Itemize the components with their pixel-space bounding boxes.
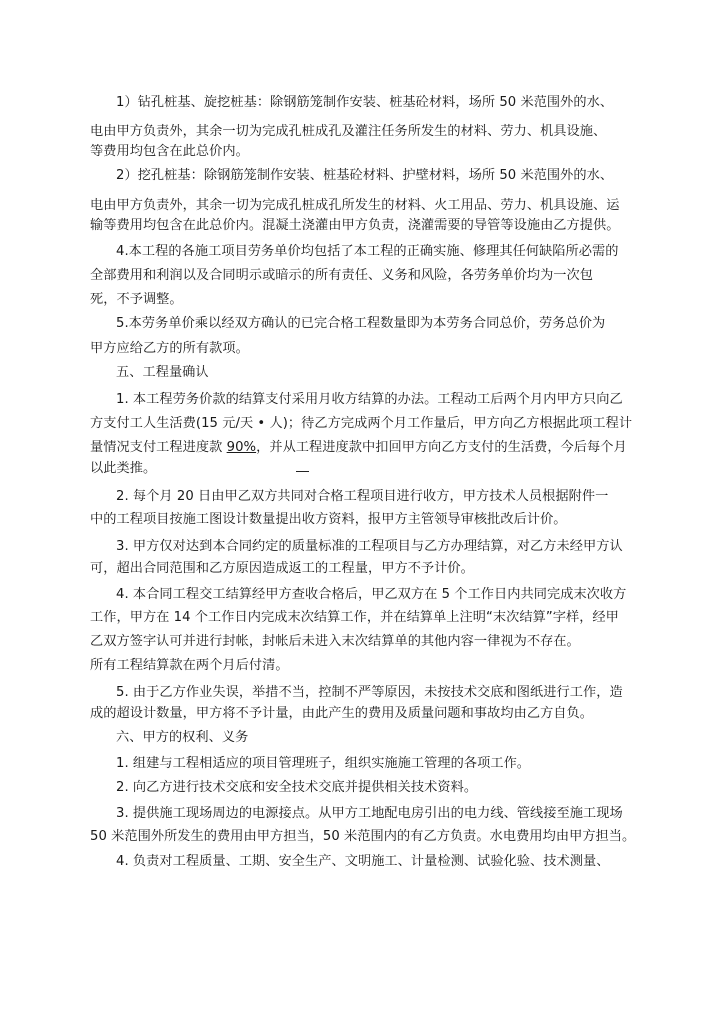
dash-mark [296,471,309,472]
text-line-13: 1. 本工程劳务价款的结算支付采用月收方结算的办法。工程动工后两个月内甲方只向乙 [116,392,623,407]
section-heading-5: 五、工程量确认 [116,365,209,380]
text-line-8: 全部费用和利润以及合同明示或暗示的所有责任、义务和风险，各劳务单价均为一次包 [90,268,594,283]
text-line-20: 可，超出合同范围和乙方原因造成返工的工程量，甲方不予计价。 [90,561,474,576]
text-line-16: 以此类推。 [90,461,157,476]
text-line-23: 乙双方签字认可并进行封帐，封帐后未进入末次结算单的其他内容一律视为不存在。 [90,634,580,649]
section-heading-6: 六、甲方的权利、义务 [116,730,249,745]
text-line-11: 甲方应给乙方的所有款项。 [90,341,249,356]
text-line-30: 3. 提供施工现场周边的电源接点。从甲方工地配电房引出的电力线、管线接至施工现场 [116,806,623,821]
text-line-15-start: 量情况支付工程进度款 [90,440,227,455]
text-line-32: 4. 负责对工程质量、工期、安全生产、文明施工、计量检测、试验化验、技术测量、 [116,854,610,869]
text-line-3: 等费用均包含在此总价内。 [90,144,249,159]
text-line-15 [90,440,627,456]
progress-percent: 90% [226,440,257,455]
text-line-2: 电由甲方负责外，其余一切为完成孔桩成孔及灌注任务所发生的材料、劳力、机具设施、 [90,124,607,139]
text-line-21: 4. 本合同工程交工结算经甲方查收合格后，甲乙双方在 5 个工作日内共同完成末次收方 [116,587,627,602]
text-line-31: 50 米范围外所发生的费用由甲方担当，50 米范围内的有乙方负责。水电费用均由甲方担当。 [90,829,636,844]
text-line-18: 中的工程项目按施工图设计数量提出收方资料，报甲方主管领导审核批改后计价。 [90,512,567,527]
text-line-17: 2. 每个月 20 日由甲乙双方共同对合格工程项目进行收方，甲方技术人员根据附件一 [116,489,609,504]
text-line-14: 方支付工人生活费(15 元/天 • 人)；待乙方完成两个月工作量后，甲方向乙方根据此项工程计 [90,416,633,431]
text-line-9: 死，不予调整。 [90,292,183,307]
text-line-5: 电由甲方负责外，其余一切为完成孔桩成孔所发生的材料、火工用品、劳力、机具设施、运 [90,198,620,213]
text-line-24: 所有工程结算款在两个月后付清。 [90,658,289,673]
text-line-25: 5. 由于乙方作业失误，举措不当，控制不严等原因，未按技术交底和图纸进行工作，造 [116,685,623,700]
text-line-7: 4.本工程的各施工项目劳务单价均包括了本工程的正确实施、修理其任何缺陷所必需的 [116,244,619,259]
text-line-10: 5.本劳务单价乘以经双方确认的已完合格工程数量即为本劳务合同总价，劳务总价为 [116,316,606,331]
text-line-26: 成的超设计数量，甲方将不予计量，由此产生的费用及质量问题和事故均由乙方自负。 [90,706,594,721]
text-line-19: 3. 甲方仅对达到本合同约定的质量标准的工程项目与乙方办理结算，对乙方未经甲方认 [116,539,623,554]
text-line-6: 输等费用均包含在此总价内。混凝土浇灌由甲方负责，浇灌需要的导管等设施由乙方提供。 [90,218,620,233]
text-line-22: 工作，甲方在 14 个工作日内完成末次结算工作，并在结算单上注明“末次结算”字样，经甲 [90,610,619,625]
text-line-1: 1）钻孔桩基、旋挖桩基：除钢筋笼制作安装、桩基砼材料，场所 50 米范围外的水、 [116,95,614,110]
text-line-15-end: ，并从工程进度款中扣回甲方向乙方支付的生活费，今后每个月 [256,440,627,455]
text-line-29: 2. 向乙方进行技术交底和安全技术交底并提供相关技术资料。 [116,780,478,795]
text-line-28: 1. 组建与工程相适应的项目管理班子，组织实施施工管理的各项工作。 [116,756,531,771]
text-line-4: 2）挖孔桩基：除钢筋笼制作安装、桩基砼材料、护壁材料，场所 50 米范围外的水、 [116,168,614,183]
